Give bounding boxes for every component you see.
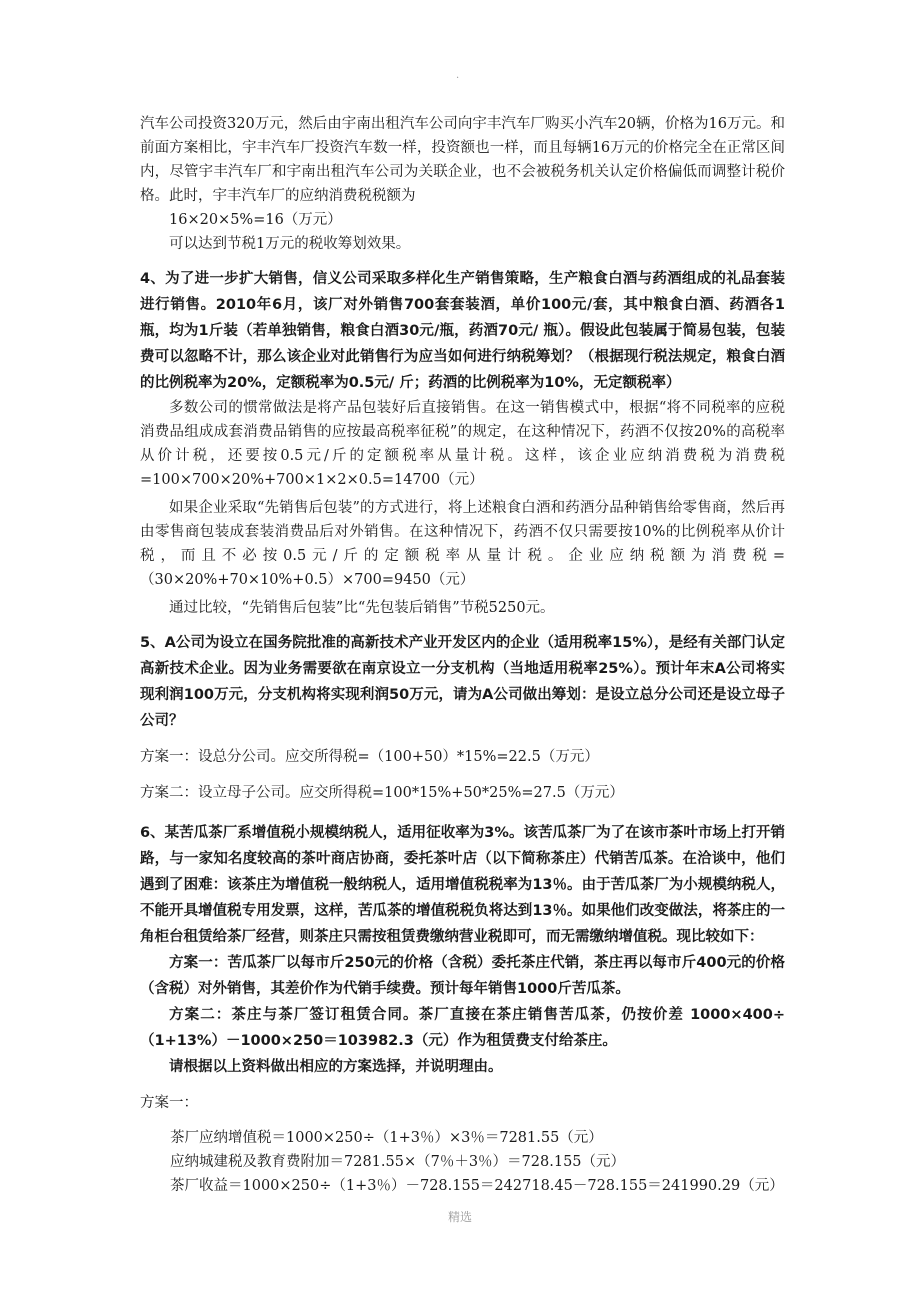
question-6-ask: 请根据以上资料做出相应的方案选择，并说明理由。: [169, 1059, 503, 1075]
answer-6-calc-vat: 茶厂应纳增值税＝1000×250÷（1+3％）×3％＝7281.55（元）: [170, 1130, 603, 1146]
answer-5-plan-1: 方案一：设总分公司。应交所得税=（100+50）*15%=22.5（万元）: [140, 749, 599, 765]
answer-6-calc-surcharge: 应纳城建税及教育费附加＝7281.55×（7％＋3％）＝728.155（元）: [170, 1154, 626, 1170]
answer-6-label: 方案一：: [140, 1095, 198, 1111]
answer-6-calc-income: 茶厂收益＝1000×250÷（1+3％）－728.155＝242718.45－728.155＝241990.29（元）: [170, 1178, 784, 1194]
header-mark: .: [456, 70, 460, 81]
formula-line: 16×20×5%=16（万元）: [169, 212, 342, 228]
document-body: [140, 112, 785, 1198]
paragraph-continuation: 汽车公司投资320万元，然后由宇南出租汽车公司向宇丰汽车厂购买小汽车20辆，价格为16万元。和前面方案相比，宇丰汽车厂投资汽车数一样，投资额也一样，而且每辆16万元的价格完全在正常区间内，尽管宇丰汽车厂和宇南出租汽车公司为关联企业，也不会被税务机关认定价格偏低而调整计税价格。此时，宇丰汽车厂的应纳消费税税额为: [140, 116, 785, 204]
question-4: 4、为了进一步扩大销售，信义公司采取多样化生产销售策略，生产粮食白酒与药酒组成的礼品套装进行销售。2010年6月，该厂对外销售700套套装酒，单价100元/套，其中粮食白酒、药酒各1瓶，均为1斤装（若单独销售，粮食白酒30元/瓶，药酒70元/ 瓶）。假设此包装属于简易包装，包装费可以忽略不计，那么该企业对此销售行为应当如何进行纳税筹划？（根据现行税法规定，粮食白酒的比例税率为20%，定额税率为0.5元/ 斤；药酒的比例税率为10%，无定额税率）: [140, 271, 785, 391]
question-6-plan-2: 方案二：茶庄与茶厂签订租赁合同。茶厂直接在茶庄销售苦瓜茶，仍按价差 1000×400÷（1+13%）－1000×250＝103982.3（元）作为租赁费支付给茶庄。: [140, 1007, 785, 1049]
question-6-plan-1: 方案一：苦瓜茶厂以每市斤250元的价格（含税）委托茶庄代销，茶庄再以每市斤400元的价格（含税）对外销售，其差价作为代销手续费。预计每年销售1000斤苦瓜茶。: [140, 955, 785, 997]
answer-4-paragraph-2: 如果企业采取“先销售后包装”的方式进行，将上述粮食白酒和药酒分品种销售给零售商，然后再由零售商包装成套装消费品后对外销售。在这种情况下，药酒不仅只需要按10%的比例税率从价计税，而且不必按0.5元/斤的定额税率从量计税。企业应纳税额为消费税=（30×20%+70×10%+0.5）×700=9450（元）: [140, 500, 785, 588]
answer-4-paragraph-3: 通过比较，“先销售后包装”比“先包装后销售”节税5250元。: [169, 600, 555, 616]
answer-5-plan-2: 方案二：设立母子公司。应交所得税=100*15%+50*25%=27.5（万元）: [140, 785, 624, 801]
question-6: 6、某苦瓜茶厂系增值税小规模纳税人，适用征收率为3%。该苦瓜茶厂为了在该市茶叶市场上打开销路，与一家知名度较高的茶叶商店协商，委托茶叶店（以下简称茶庄）代销苦瓜茶。在洽谈中，他们遇到了困难：该茶庄为增值税一般纳税人，适用增值税税率为13％。由于苦瓜茶厂为小规模纳税人，不能开具增值税专用发票，这样，苦瓜茶的增值税税负将达到13％。如果他们改变做法，将茶庄的一角柜台租赁给茶厂经营，则茶庄只需按租赁费缴纳营业税即可，而无需缴纳增值税。现比较如下：: [140, 825, 785, 945]
paragraph-conclusion: 可以达到节税1万元的税收筹划效果。: [169, 236, 411, 252]
answer-4-paragraph-1: 多数公司的惯常做法是将产品包装好后直接销售。在这一销售模式中，根据“将不同税率的应税消费品组成成套消费品销售的应按最高税率征税”的规定，在这种情况下，药酒不仅按20%的高税率从价计税，还要按0.5元/斤的定额税率从量计税。这样，该企业应纳消费税为消费税=100×700×20%+700×1×2×0.5=14700（元）: [140, 400, 785, 488]
question-5: 5、A公司为设立在国务院批准的高新技术产业开发区内的企业（适用税率15%），是经有关部门认定高新技术企业。因为业务需要欲在南京设立一分支机构（当地适用税率25%）。预计年末A公司将实现利润100万元，分支机构将实现利润50万元，请为A公司做出筹划：是设立总分公司还是设立母子公司？: [140, 635, 785, 729]
page-footer: 精选: [447, 1210, 472, 1224]
